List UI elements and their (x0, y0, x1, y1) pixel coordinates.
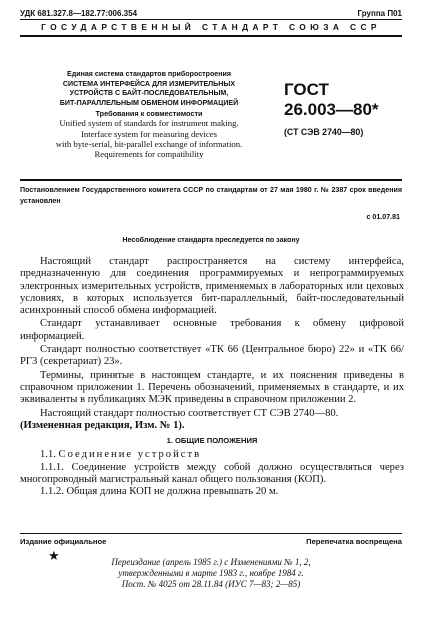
paragraph-scope: Настоящий стандарт распространяется на систему интерфейса, предназначенную для соединения программируемых и непрограммируемых электронных измерительных устройств, применяемых в лабораторных или цеховых условиях, в которых используется бит-параллельный, байт-последовательный асинхронный способ обмена информацией. (20, 256, 404, 317)
title-line-3: УСТРОЙСТВ С БАЙТ-ПОСЛЕДОВАТЕЛЬНЫМ, (69, 89, 229, 98)
top-rule (20, 19, 402, 20)
decree-text: Постановлением Государственного комитета СССР по стандартам от 27 мая 1980 г. № 2387 срок введения установлен (20, 186, 402, 205)
paragraph-terms: Термины, принятые в настоящем стандарте, и их пояснения приведены в справочном приложении 1. Перечень обозначений, применяемых в стандарте, и их эквиваленты в публикациях МЭК приведены в справочном приложении 2. (20, 369, 404, 406)
english-title-4: Requirements for compatibility (94, 149, 204, 160)
subsection-heading (20, 449, 404, 461)
gost-designation (284, 80, 406, 137)
reissue-line-1: Переиздание (апрель 1985 г.) с Изменениями № 1, 2, (111, 557, 311, 567)
gost-label: ГОСТ (284, 80, 329, 99)
footer-rule (20, 533, 402, 534)
amendment-note: (Измененная редакция, Изм. № 1). (20, 419, 185, 431)
section-heading: 1. ОБЩИЕ ПОЛОЖЕНИЯ (166, 436, 258, 446)
decree-rule (20, 179, 402, 181)
reprint-prohibited: Перепечатка воспрещена (306, 537, 402, 546)
effective-date: с 01.07.81 (366, 213, 400, 221)
title-line-4: БИТ-ПАРАЛЛЕЛЬНЫМ ОБМЕНОМ ИНФОРМАЦИЕЙ (59, 98, 239, 107)
english-title-3: with byte-serial, bit-parallel exchange of information. (55, 138, 243, 149)
paragraph-conformity: Стандарт полностью соответствует «ТК 66 (Центральное бюро) 22» и «ТК 66/РГ3 (секретариат) 23». (20, 344, 404, 368)
subsection-title: Соединение устройств (58, 449, 202, 461)
reissue-line-2: утвержденными в марте 1983 г., ноябре 1984 г. (118, 568, 304, 578)
cmea-number: (СТ СЭВ 2740—80) (284, 127, 364, 137)
title-line-1: Единая система стандартов приборостроения (66, 70, 232, 78)
clause-1-1-1: 1.1.1. Соединение устройств между собой должно осуществляться через многопроводный магистральный канал общего пользования (КОП). (20, 461, 404, 486)
title-rule (20, 35, 402, 37)
reissue-line-3: Пост. № 4025 от 28.11.84 (ИУС 7—83; 2—85) (121, 579, 301, 589)
clause-1-1-2: 1.1.2. Общая длина КОП не должна превышать 20 м. (40, 486, 279, 498)
title-block (22, 70, 276, 160)
english-title-1: Unified system of standards for instrument making. (59, 118, 239, 129)
group-code: Группа П01 (357, 9, 402, 18)
official-edition: Издание официальное (20, 537, 107, 546)
legal-warning: Несоблюдение стандарта преследуется по закону (122, 236, 300, 244)
subsection-number: 1.1. (40, 449, 56, 461)
main-body (20, 256, 404, 499)
reissue-note (20, 557, 402, 590)
udk-code: УДК 681.327.8—182.77:006.354 (20, 9, 138, 18)
title-line-2: СИСТЕМА ИНТЕРФЕЙСА ДЛЯ ИЗМЕРИТЕЛЬНЫХ (62, 79, 236, 88)
standard-title: ГОСУДАРСТВЕННЫЙ СТАНДАРТ СОЮЗА ССР (41, 22, 381, 32)
paragraph-requirements: Стандарт устанавливает основные требования к обмену цифровой информацией. (20, 318, 404, 342)
paragraph-cmea: Настоящий стандарт полностью соответствует СТ СЭВ 2740—80. (40, 407, 339, 419)
star-icon: ★ (48, 548, 60, 563)
requirements-subtitle: Требования к совместимости (95, 109, 203, 119)
gost-number: 26.003—80* (284, 100, 379, 119)
english-title-2: Interface system for measuring devices (80, 128, 218, 139)
